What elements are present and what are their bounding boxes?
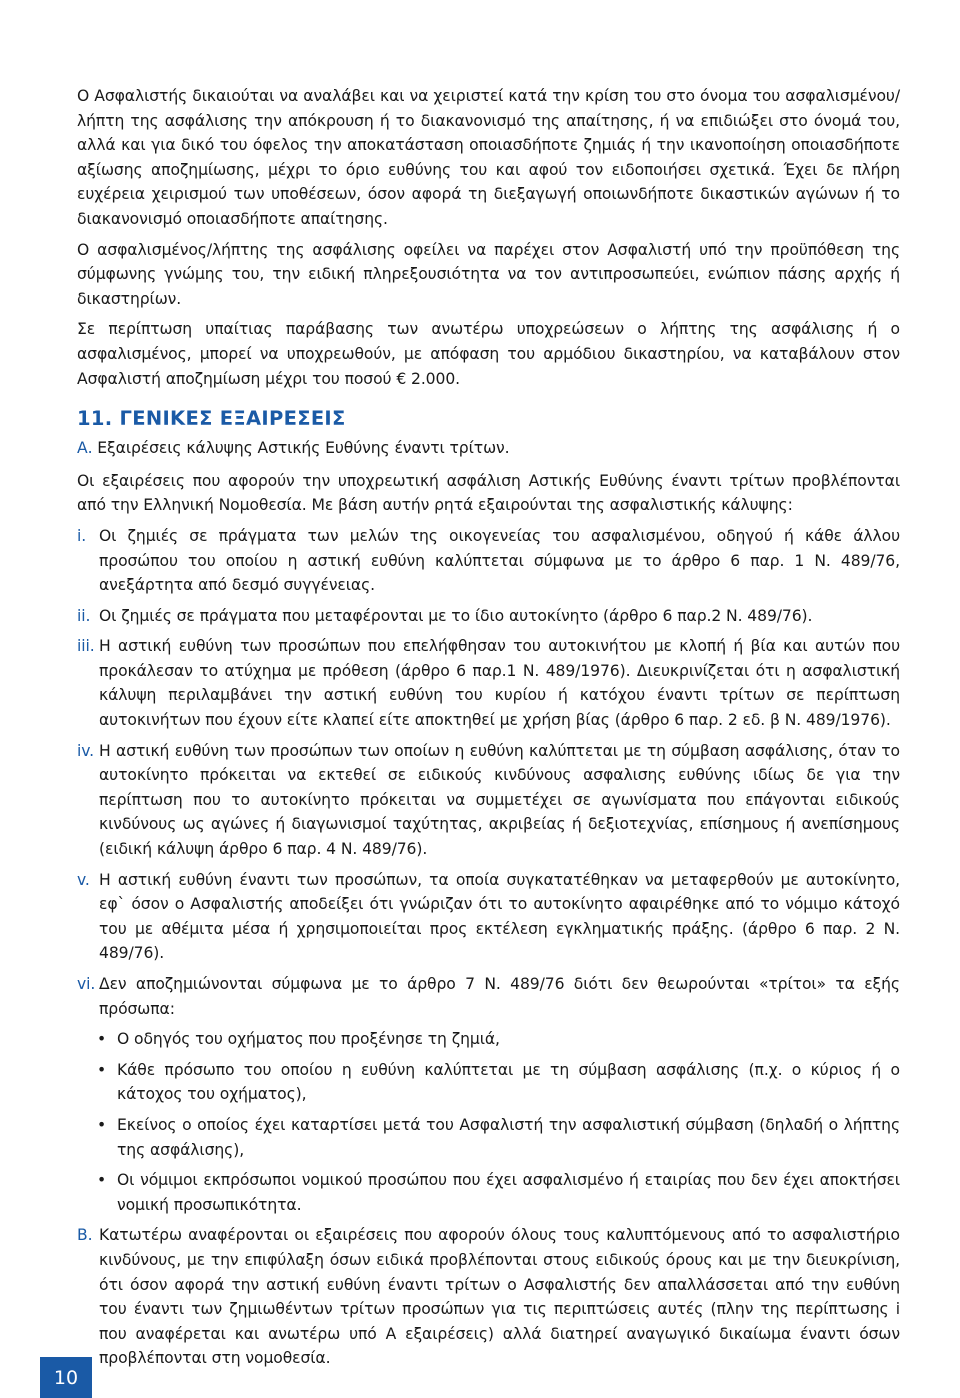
item-text: Η αστική ευθύνη έναντι των προσώπων, τα οποία συγκατατέθηκαν να μεταφερθούν με αυτοκίνητο, εφ` όσον ο Ασφαλιστής αποδείξει ότι γνώριζαν ότι το αυτοκίνητο αφαιρέθηκε από το νόμιμο κάτοχό του με αθέμιτα μέσα ή χρησιμοποιείται προς εκτέλεση εγκληματικής πράξης. (άρθρο 6 παρ. 2 Ν. 489/76).	[99, 870, 900, 963]
section-heading: 11. ΓΕΝΙΚΕΣ ΕΞΑΙΡΕΣΕΙΣ	[77, 407, 346, 431]
subsection-a-intro: Οι εξαιρέσεις που αφορούν την υποχρεωτική ασφάλιση Αστικής Ευθύνης έναντι τρίτων προβλέπονται από την Ελληνική Νομοθεσία. Με βάση αυτήν ρητά εξαιρούνται της ασφαλιστικής κάλυψης:	[77, 471, 900, 515]
item-number: v.	[77, 870, 90, 889]
exclusion-item-i	[77, 524, 900, 598]
item-text: Η αστική ευθύνη των προσώπων που επελήφθησαν του αυτοκινήτου με κλοπή ή βία και αυτών που προκάλεσαν το ατύχημα με πρόθεση (άρθρο 6 παρ.1 Ν. 489/1976). Διευκρινίζεται ότι η ασφαλιστική κάλυψη περιλαμβάνει την αστική ευθύνη του κυρίου ή κατόχου έναντι τρίτων σε περίπτωση αυτοκινήτων που έχουν είτε κλαπεί είτε αποκτηθεί με χρήση βίας (άρθρο 6 παρ. 2 εδ. β Ν. 489/1976).	[99, 637, 900, 730]
list-item	[97, 1027, 900, 1052]
item-number: vi.	[77, 975, 96, 993]
exclusion-item-iii	[77, 634, 900, 732]
subsection-b-text: Κατωτέρω αναφέρονται οι εξαιρέσεις που αφορούν όλους τους καλυπτόμενους από το ασφαλιστήριο κινδύνους, με την επιφύλαξη όσων ειδικά προβλέπονται στους ειδικούς όρους και με την διευκρίνιση, ότι όσον αφορά την αστική ευθύνη έναντι τρίτων ο Ασφαλιστής δεν απαλλάσσεται από την ευθύνη του έναντι των ζημιωθέντων τρίτων προσώπων για τις περιπτώσεις αυτές (πλην της περίπτωσης i που αναφέρεται και ανωτέρω υπό Α εξαιρέσεις) αλλά διατηρεί αναγωγικό δικαίωμα έναντι όσων προβλέπονται στη νομοθεσία.	[99, 1226, 900, 1368]
list-item-text: Ο οδηγός του οχήματος που προξένησε τη ζημιά,	[117, 1030, 500, 1049]
bullet-icon: •	[97, 1030, 107, 1049]
exclusion-item-v	[77, 868, 900, 966]
item-text: Οι ζημιές σε πράγματα που μεταφέρονται με το ίδιο αυτοκίνητο (άρθρο 6 παρ.2 Ν. 489/76).	[99, 606, 813, 625]
item-text: Οι ζημιές σε πράγματα των μελών της οικογενείας του ασφαλισμένου, οδηγού ή κάθε άλλου προσώπου του οποίου η αστική ευθύνη καλύπτεται σύμφωνα με το άρθρο 6 παρ. 1 Ν. 489/76, ανεξάρτητα από δεσμό συγγένειας.	[99, 526, 900, 595]
item-number: i.	[77, 526, 87, 545]
paragraph-3: Σε περίπτωση υπαίτιας παράβασης των ανωτέρω υποχρεώσεων ο λήπτης της ασφάλισης ή ο ασφαλισμένος, μπορεί να υποχρεωθούν, με απόφαση του αρμόδιου δικαστηρίου, να καταβάλουν στον Ασφαλιστή αποζημίωση μέχρι του ποσού € 2.000.	[77, 320, 900, 388]
subsection-b	[77, 1223, 900, 1371]
paragraph-1: Ο Ασφαλιστής δικαιούται να αναλάβει και να χειριστεί κατά την κρίση του στο όνομα του ασφαλισμένου/λήπτη της ασφάλισης την απόκρουση ή το διακανονισμό της απαίτησης, ή να επιδιώξει στο όνομά του, αλλά και για δικό του όφελος την αποκατάσταση οποιασδήποτε ζημιάς ή την ικανοποίηση οποιασδήποτε αξίωσης αποζημίωσης, μέχρι το όριο ευθύνης του και αφού τον ειδοποιήσει σχετικά. Έχει δε πλήρη ευχέρεια χειρισμού των υποθέσεων, όσον αφορά τη διεξαγωγή οποιωνδήποτε δικαστικών αγώνων ή το διακανονισμό οποιασδήποτε απαίτησης.	[77, 87, 900, 228]
item-number: ii.	[77, 606, 91, 625]
subsection-a-label: Α.	[77, 439, 93, 458]
bullet-icon: •	[97, 1171, 107, 1190]
item-number: iii.	[77, 637, 95, 656]
list-item-text: Κάθε πρόσωπο του οποίου η ευθύνη καλύπτεται με τη σύμβαση ασφάλισης (π.χ. ο κύριος ή ο κάτοχος του οχήματος),	[117, 1060, 900, 1104]
subsection-a-text: Εξαιρέσεις κάλυψης Αστικής Ευθύνης έναντι τρίτων.	[97, 439, 510, 458]
item-text: Δεν αποζημιώνονται σύμφωνα με το άρθρο 7 Ν. 489/76 διότι δεν θεωρούνται «τρίτοι» τα εξής πρόσωπα:	[99, 975, 900, 1018]
bullet-icon: •	[97, 1115, 107, 1134]
list-item	[97, 1113, 900, 1162]
item-text: Η αστική ευθύνη των προσώπων των οποίων η ευθύνη καλύπτεται με τη σύμβαση ασφάλισης, όταν το αυτοκίνητο πρόκειται να εκτεθεί σε ειδικούς κινδύνους ασφαλισης ευθύνης ιδίως δε για την περίπτωση που το αυτοκίνητο πρόκειται να συμμετέχει σε αγωνίσματα που επάγονται ειδικούς κινδύνους ως αγώνες ή διαγωνισμοί ταχύτητας, ακριβείας ή δεξιοτεχνίας, επίσημους ή ανεπίσημους (ειδική κάλυψη άρθρο 6 παρ. 4 Ν. 489/76).	[99, 741, 900, 859]
document-page	[77, 84, 900, 1371]
subsection-a-title	[77, 436, 900, 461]
subsection-b-label: Β.	[77, 1226, 93, 1245]
exclusion-item-iv	[77, 739, 900, 862]
exclusion-item-ii	[77, 604, 900, 629]
list-item-text: Οι νόμιμοι εκπρόσωποι νομικού προσώπου που έχει ασφαλισμένο ή εταιρίας που δεν έχει αποκτήσει νομική προσωπικότητα.	[117, 1171, 900, 1214]
list-item-text: Εκείνος ο οποίος έχει καταρτίσει μετά του Ασφαλιστή την ασφαλιστική σύμβαση (δηλαδή ο λήπτης της ασφάλισης),	[117, 1115, 900, 1159]
non-third-party-list	[97, 1027, 900, 1217]
item-number: iv.	[77, 741, 95, 760]
page-number: 10	[40, 1357, 92, 1398]
paragraph-2: Ο ασφαλισμένος/λήπτης της ασφάλισης οφείλει να παρέχει στον Ασφαλιστή υπό την προϋπόθεση της σύμφωνης γνώμης του, την ειδική πληρεξουσιότητα να τον αντιπροσωπεύει, ενώπιον πάσης αρχής ή δικαστηρίων.	[77, 240, 900, 308]
list-item	[97, 1058, 900, 1107]
bullet-icon: •	[97, 1060, 107, 1079]
exclusion-item-vi	[77, 972, 900, 1021]
list-item	[97, 1168, 900, 1217]
